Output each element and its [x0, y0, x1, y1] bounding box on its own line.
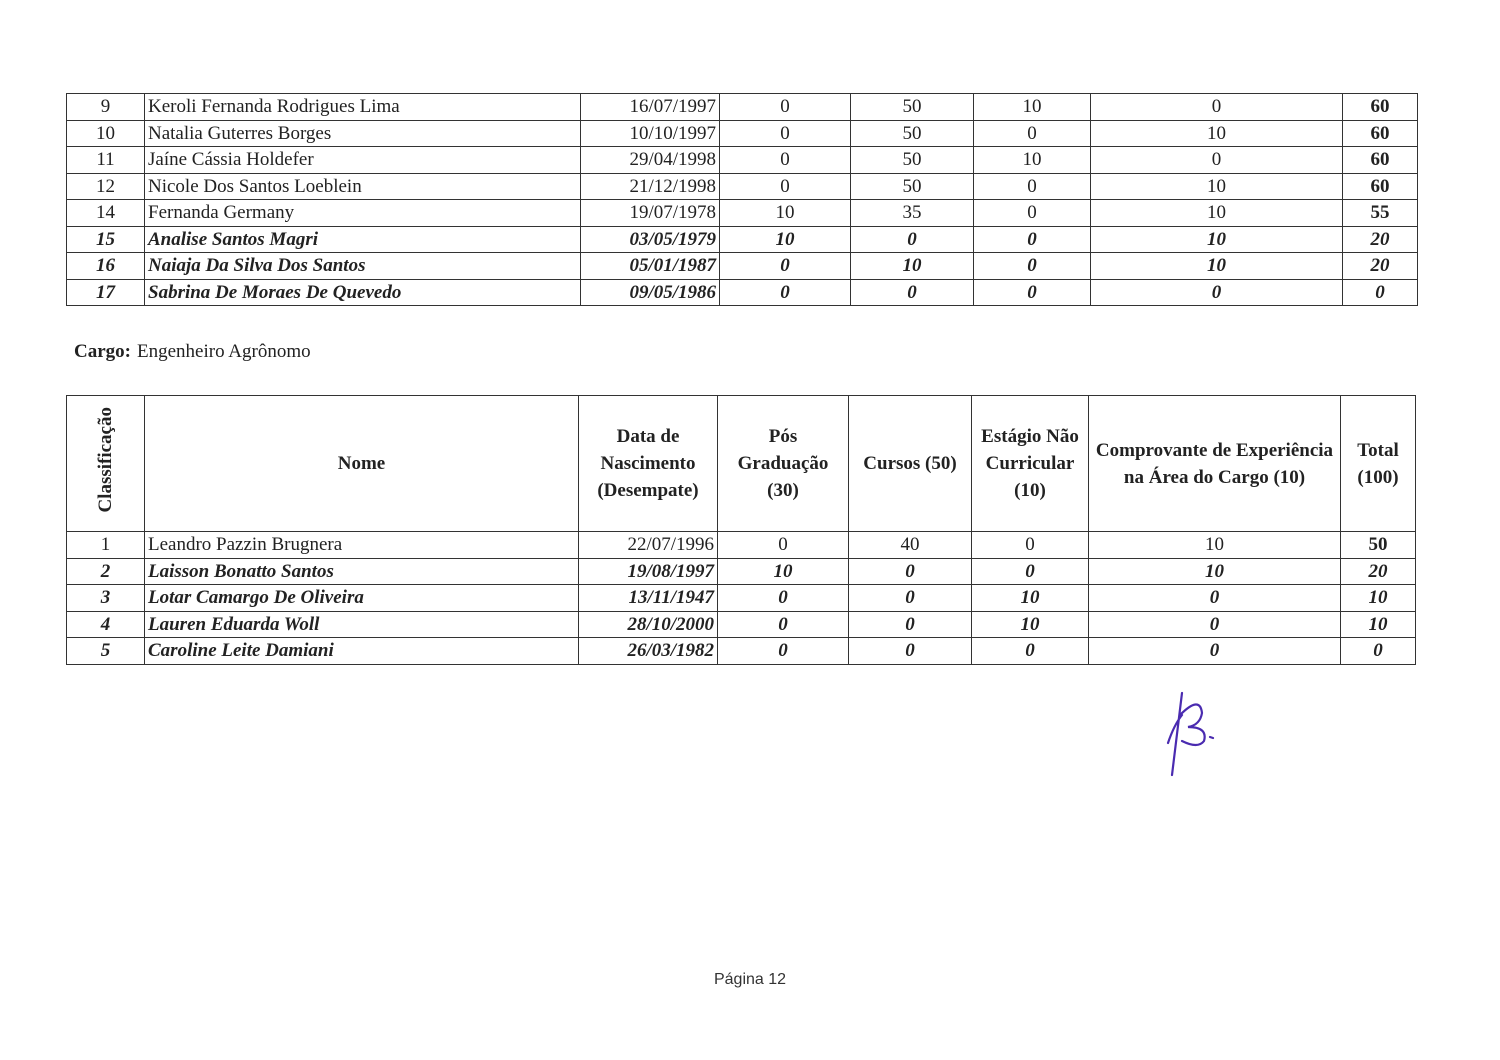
cell-pos: 0	[720, 147, 851, 174]
cell-cursos: 50	[851, 173, 974, 200]
cell-name: Naiaja Da Silva Dos Santos	[145, 253, 581, 280]
cell-cursos: 50	[851, 120, 974, 147]
cell-exp: 0	[1091, 94, 1343, 121]
cell-total: 55	[1343, 200, 1418, 227]
cell-pos: 10	[720, 200, 851, 227]
results-table-engenheiro-agronomo	[66, 395, 1416, 665]
cell-estagio: 0	[974, 226, 1091, 253]
cell-total: 60	[1343, 147, 1418, 174]
cell-birth: 03/05/1979	[581, 226, 720, 253]
cell-birth: 16/07/1997	[581, 94, 720, 121]
table-row	[67, 585, 1416, 612]
table-row	[67, 226, 1418, 253]
cell-rank: 9	[67, 94, 145, 121]
cell-estagio: 10	[974, 147, 1091, 174]
cell-pos: 10	[720, 226, 851, 253]
cell-estagio: 0	[972, 558, 1089, 585]
table-row	[67, 200, 1418, 227]
cell-cursos: 10	[851, 253, 974, 280]
header-pos-graduacao: Pós Graduação (30)	[718, 396, 849, 532]
cell-cursos: 0	[849, 558, 972, 585]
cell-rank: 16	[67, 253, 145, 280]
cell-cursos: 40	[849, 532, 972, 559]
cell-exp: 10	[1091, 120, 1343, 147]
cell-birth: 05/01/1987	[581, 253, 720, 280]
cell-total: 60	[1343, 94, 1418, 121]
cell-pos: 10	[718, 558, 849, 585]
cell-rank: 15	[67, 226, 145, 253]
cell-exp: 10	[1089, 532, 1341, 559]
table-row	[67, 279, 1418, 306]
header-experiencia: Comprovante de Experiência na Área do Cargo (10)	[1089, 396, 1341, 532]
cell-estagio: 0	[974, 200, 1091, 227]
header-row	[67, 396, 1416, 532]
cell-name: Analise Santos Magri	[145, 226, 581, 253]
table-row	[67, 558, 1416, 585]
cell-rank: 11	[67, 147, 145, 174]
cell-estagio: 10	[974, 94, 1091, 121]
cell-birth: 28/10/2000	[579, 611, 718, 638]
header-data-nascimento: Data de Nascimento (Desempate)	[579, 396, 718, 532]
cell-birth: 29/04/1998	[581, 147, 720, 174]
cargo-value: Engenheiro Agrônomo	[136, 341, 311, 362]
cell-exp: 10	[1091, 226, 1343, 253]
header-cursos: Cursos (50)	[849, 396, 972, 532]
header-total: Total (100)	[1341, 396, 1416, 532]
cell-rank: 5	[67, 638, 145, 665]
cell-pos: 0	[720, 253, 851, 280]
cell-rank: 14	[67, 200, 145, 227]
signature	[1160, 685, 1240, 785]
cell-birth: 09/05/1986	[581, 279, 720, 306]
cell-pos: 0	[718, 532, 849, 559]
cell-pos: 0	[720, 94, 851, 121]
cell-total: 50	[1341, 532, 1416, 559]
table-row	[67, 94, 1418, 121]
cell-name: Laisson Bonatto Santos	[145, 558, 579, 585]
cell-total: 20	[1343, 253, 1418, 280]
cell-pos: 0	[720, 279, 851, 306]
table-row	[67, 253, 1418, 280]
cell-birth: 21/12/1998	[581, 173, 720, 200]
header-classificacao: Classificação	[67, 396, 145, 532]
cell-cursos: 0	[849, 585, 972, 612]
cell-cursos: 0	[849, 638, 972, 665]
cell-pos: 0	[718, 585, 849, 612]
cell-rank: 12	[67, 173, 145, 200]
table-row	[67, 611, 1416, 638]
cell-exp: 10	[1089, 558, 1341, 585]
cell-exp: 10	[1091, 173, 1343, 200]
cell-total: 20	[1341, 558, 1416, 585]
cell-total: 0	[1341, 638, 1416, 665]
cell-exp: 10	[1091, 253, 1343, 280]
header-nome: Nome	[145, 396, 579, 532]
cell-birth: 13/11/1947	[579, 585, 718, 612]
cell-total: 20	[1343, 226, 1418, 253]
cell-estagio: 0	[974, 253, 1091, 280]
table-row	[67, 147, 1418, 174]
table-row	[67, 173, 1418, 200]
cell-rank: 4	[67, 611, 145, 638]
cell-estagio: 10	[972, 611, 1089, 638]
table-row	[67, 120, 1418, 147]
cell-birth: 10/10/1997	[581, 120, 720, 147]
cell-estagio: 0	[974, 279, 1091, 306]
table-row	[67, 638, 1416, 665]
cell-birth: 19/07/1978	[581, 200, 720, 227]
cell-total: 10	[1341, 611, 1416, 638]
cell-cursos: 50	[851, 94, 974, 121]
cell-total: 60	[1343, 173, 1418, 200]
cell-name: Lauren Eduarda Woll	[145, 611, 579, 638]
cell-name: Nicole Dos Santos Loeblein	[145, 173, 581, 200]
cell-exp: 0	[1089, 585, 1341, 612]
cell-rank: 1	[67, 532, 145, 559]
cell-name: Leandro Pazzin Brugnera	[145, 532, 579, 559]
cell-rank: 17	[67, 279, 145, 306]
cell-total: 0	[1343, 279, 1418, 306]
cell-name: Keroli Fernanda Rodrigues Lima	[145, 94, 581, 121]
cell-pos: 0	[720, 120, 851, 147]
cell-exp: 0	[1091, 279, 1343, 306]
table-row	[67, 532, 1416, 559]
cell-rank: 10	[67, 120, 145, 147]
cell-cursos: 0	[851, 226, 974, 253]
cell-cursos: 0	[849, 611, 972, 638]
cell-birth: 26/03/1982	[579, 638, 718, 665]
cell-total: 10	[1341, 585, 1416, 612]
cell-exp: 0	[1089, 611, 1341, 638]
cell-name: Jaíne Cássia Holdefer	[145, 147, 581, 174]
cargo-label: Cargo:	[74, 341, 131, 362]
cell-total: 60	[1343, 120, 1418, 147]
cell-birth: 22/07/1996	[579, 532, 718, 559]
cell-cursos: 35	[851, 200, 974, 227]
cell-name: Caroline Leite Damiani	[145, 638, 579, 665]
cell-estagio: 10	[972, 585, 1089, 612]
cell-cursos: 50	[851, 147, 974, 174]
results-table-continued	[66, 93, 1418, 306]
cell-pos: 0	[718, 611, 849, 638]
cell-name: Lotar Camargo De Oliveira	[145, 585, 579, 612]
cell-name: Natalia Guterres Borges	[145, 120, 581, 147]
cell-birth: 19/08/1997	[579, 558, 718, 585]
cell-estagio: 0	[974, 120, 1091, 147]
cargo-line	[74, 341, 311, 363]
cell-rank: 3	[67, 585, 145, 612]
cell-name: Fernanda Germany	[145, 200, 581, 227]
cell-exp: 0	[1089, 638, 1341, 665]
page-number: Página 12	[713, 971, 787, 988]
cell-rank: 2	[67, 558, 145, 585]
cell-estagio: 0	[972, 638, 1089, 665]
cell-estagio: 0	[974, 173, 1091, 200]
cell-estagio: 0	[972, 532, 1089, 559]
header-estagio: Estágio Não Curricular (10)	[972, 396, 1089, 532]
cell-name: Sabrina De Moraes De Quevedo	[145, 279, 581, 306]
cell-exp: 0	[1091, 147, 1343, 174]
cell-pos: 0	[720, 173, 851, 200]
cell-exp: 10	[1091, 200, 1343, 227]
cell-pos: 0	[718, 638, 849, 665]
cell-cursos: 0	[851, 279, 974, 306]
